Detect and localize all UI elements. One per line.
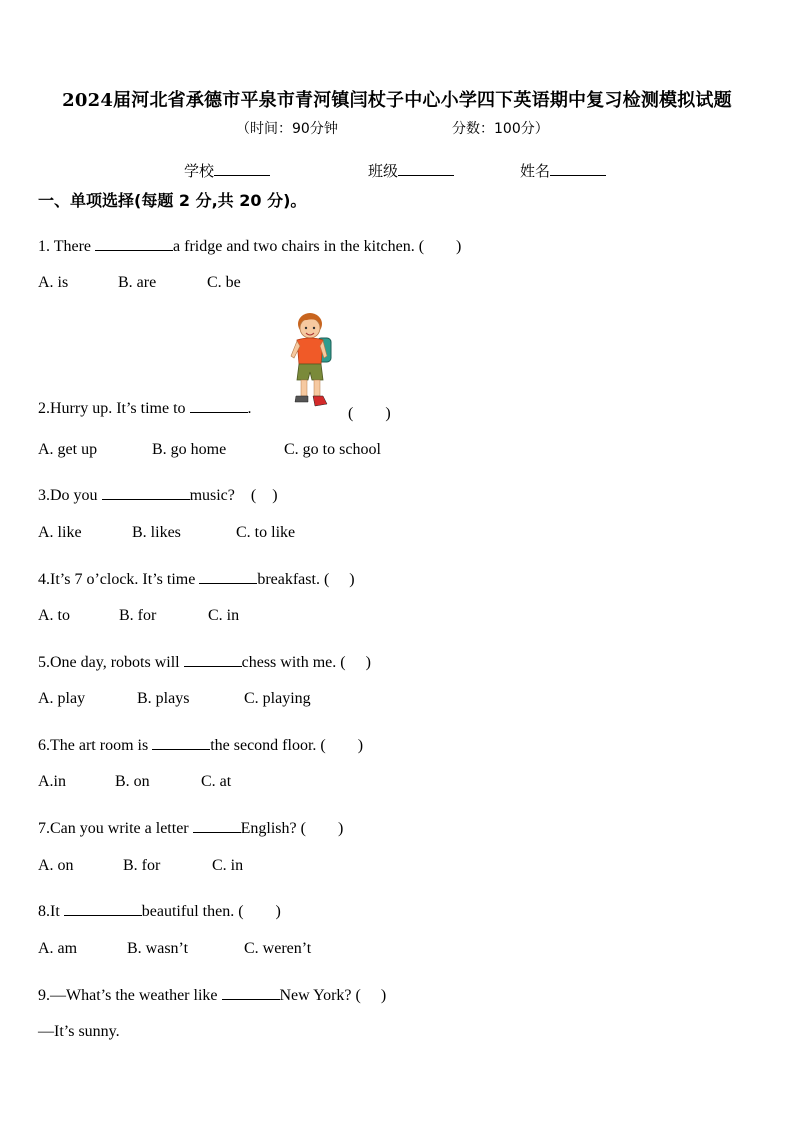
- question-4: 4.It’s 7 o’clock. It’s time breakfast. ( ): [38, 571, 355, 588]
- option-a[interactable]: A. is: [38, 274, 69, 291]
- school-field[interactable]: [184, 160, 270, 181]
- option-c[interactable]: C. weren’t: [244, 940, 312, 957]
- question-1: 1. There a fridge and two chairs in the kitchen. ( ): [38, 238, 462, 255]
- question-3: 3.Do you music? ( ): [38, 487, 278, 504]
- option-b[interactable]: B. likes: [132, 524, 181, 541]
- score-info: 分数：100分）: [452, 121, 549, 137]
- question-7: 7.Can you write a letter English? ( ): [38, 820, 344, 837]
- page-title: 2024届河北省承德市平泉市青河镇闫杖子中心小学四下英语期中复习检测模拟试题: [62, 90, 732, 111]
- option-c[interactable]: C. in: [212, 857, 244, 874]
- class-blank[interactable]: [398, 163, 454, 176]
- class-label: 班级: [368, 162, 399, 180]
- option-c[interactable]: C. to like: [236, 524, 296, 541]
- answer-paren: ( ): [348, 405, 391, 422]
- option-a[interactable]: A.in: [38, 773, 66, 790]
- option-a[interactable]: A. get up: [38, 441, 98, 458]
- question-2: 2.Hurry up. It’s time to .: [38, 400, 252, 417]
- name-label: 姓名: [520, 162, 551, 180]
- option-a[interactable]: A. play: [38, 690, 86, 707]
- answer-blank[interactable]: [190, 400, 248, 413]
- option-b[interactable]: B. are: [118, 274, 157, 291]
- answer-blank[interactable]: [199, 571, 257, 584]
- answer-blank[interactable]: [102, 487, 190, 500]
- answer-blank[interactable]: [222, 987, 280, 1000]
- option-c[interactable]: C. be: [207, 274, 241, 291]
- question-9: 9.—What’s the weather like New York? ( ): [38, 987, 387, 1004]
- answer-blank[interactable]: [64, 903, 142, 916]
- name-field[interactable]: [520, 160, 606, 181]
- boy-with-backpack-illustration: [283, 312, 339, 412]
- option-b[interactable]: B. go home: [152, 441, 227, 458]
- option-b[interactable]: B. wasn’t: [127, 940, 189, 957]
- option-c[interactable]: C. at: [201, 773, 232, 790]
- option-c[interactable]: C. playing: [244, 690, 311, 707]
- answer-blank[interactable]: [193, 820, 241, 833]
- question-6: 6.The art room is the second floor. ( ): [38, 737, 364, 754]
- section-heading: 一、单项选择(每题 2 分,共 20 分)。: [38, 191, 307, 210]
- question-9-reply: —It’s sunny.: [38, 1023, 120, 1040]
- question-8: 8.It beautiful then. ( ): [38, 903, 281, 920]
- answer-blank[interactable]: [95, 238, 173, 251]
- option-a[interactable]: A. am: [38, 940, 78, 957]
- option-a[interactable]: A. like: [38, 524, 82, 541]
- time-info: （时间：90分钟: [236, 121, 338, 137]
- answer-blank[interactable]: [152, 737, 210, 750]
- option-b[interactable]: B. on: [115, 773, 150, 790]
- school-label: 学校: [184, 162, 215, 180]
- question-5: 5.One day, robots will chess with me. ( ): [38, 654, 371, 671]
- option-b[interactable]: B. plays: [137, 690, 190, 707]
- option-c[interactable]: C. in: [208, 607, 240, 624]
- option-b[interactable]: B. for: [119, 607, 157, 624]
- name-blank[interactable]: [550, 163, 606, 176]
- class-field[interactable]: [368, 160, 454, 181]
- school-blank[interactable]: [214, 163, 270, 176]
- answer-blank[interactable]: [184, 654, 242, 667]
- option-a[interactable]: A. on: [38, 857, 74, 874]
- option-c[interactable]: C. go to school: [284, 441, 381, 458]
- option-b[interactable]: B. for: [123, 857, 161, 874]
- option-a[interactable]: A. to: [38, 607, 70, 624]
